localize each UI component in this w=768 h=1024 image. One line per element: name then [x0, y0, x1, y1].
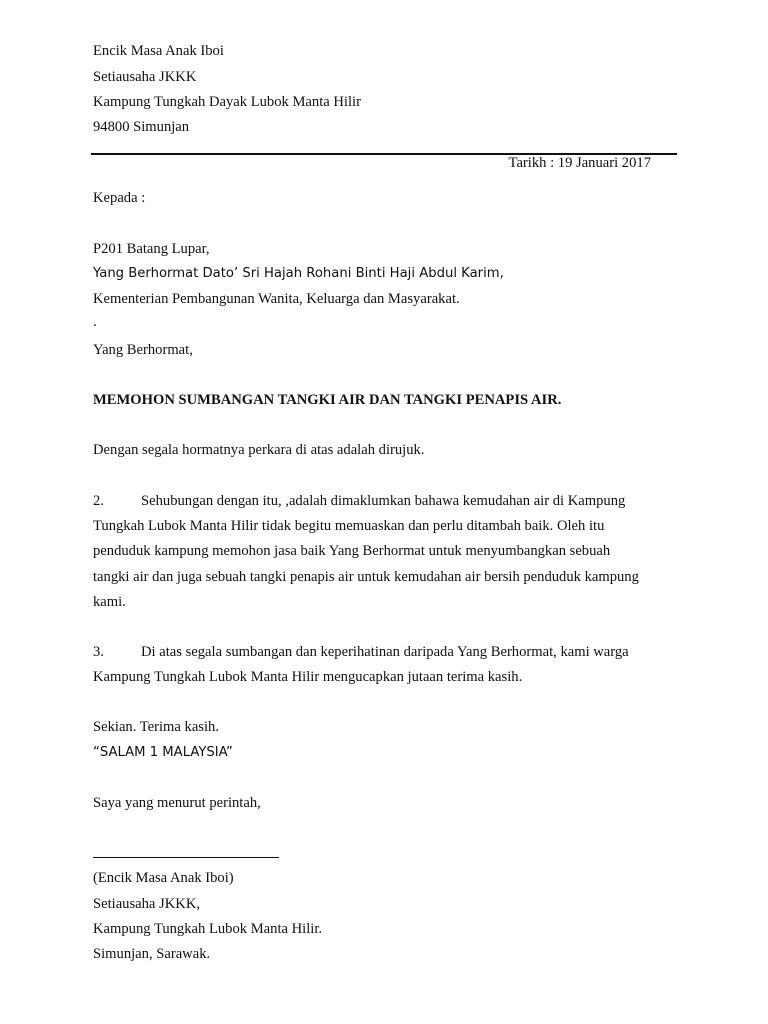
paragraph-3-number: 3. — [93, 644, 104, 660]
letter-date: Tarikh : 19 Januari 2017 — [508, 155, 651, 171]
paragraph-2-line-3: penduduk kampung memohon jasa baik Yang Berhormat untuk menyumbangkan sebuah — [93, 543, 611, 559]
signature-title: Setiausaha JKKK, — [93, 896, 201, 912]
sender-village: Kampung Tungkah Dayak Lubok Manta Hilir — [93, 94, 361, 110]
recipient-dot: . — [93, 314, 97, 330]
paragraph-3-line-2: Kampung Tungkah Lubok Manta Hilir mengucapkan jutaan terima kasih. — [93, 669, 523, 685]
to-label: Kepada : — [93, 190, 146, 206]
sender-title: Setiausaha JKKK — [93, 69, 197, 85]
subject-heading: MEMOHON SUMBANGAN TANGKI AIR DAN TANGKI PENAPIS AIR. — [93, 392, 562, 408]
paragraph-2-number: 2. — [93, 493, 104, 509]
signature-line — [93, 857, 279, 858]
recipient-constituency: P201 Batang Lupar, — [93, 241, 210, 257]
paragraph-2-line-5: kami. — [93, 594, 126, 610]
paragraph-2-line-2: Tungkah Lubok Manta Hilir tidak begitu memuaskan dan perlu ditambah baik. Oleh itu — [93, 518, 605, 534]
recipient-ministry: Kementerian Pembangunan Wanita, Keluarga dan Masyarakat. — [93, 291, 460, 307]
signature-name: (Encik Masa Anak Iboi) — [93, 870, 234, 886]
paragraph-3-text: Di atas segala sumbangan dan keperihatinan daripada Yang Berhormat, kami warga — [141, 644, 629, 660]
closing-obedient: Saya yang menurut perintah, — [93, 795, 261, 811]
recipient-name: Yang Berhormat Dato’ Sri Hajah Rohani Binti Haji Abdul Karim, — [93, 266, 504, 281]
signature-village: Kampung Tungkah Lubok Manta Hilir. — [93, 921, 323, 937]
paragraph-2-text: Sehubungan dengan itu, ,adalah dimaklumkan bahawa kemudahan air di Kampung — [141, 493, 626, 509]
closing-thanks: Sekian. Terima kasih. — [93, 719, 219, 735]
paragraph-2-line-1 — [93, 492, 625, 510]
sender-name: Encik Masa Anak Iboi — [93, 43, 224, 59]
sender-postcode: 94800 Simunjan — [93, 119, 190, 135]
closing-slogan: “SALAM 1 MALAYSIA” — [93, 745, 233, 760]
paragraph-2-line-4: tangki air dan juga sebuah tangki penapis air untuk kemudahan air bersih penduduk kampung — [93, 569, 639, 585]
salutation: Yang Berhormat, — [93, 342, 193, 358]
signature-place: Simunjan, Sarawak. — [93, 946, 211, 962]
paragraph-3-line-1 — [93, 643, 629, 661]
opening-sentence: Dengan segala hormatnya perkara di atas adalah dirujuk. — [93, 442, 425, 458]
